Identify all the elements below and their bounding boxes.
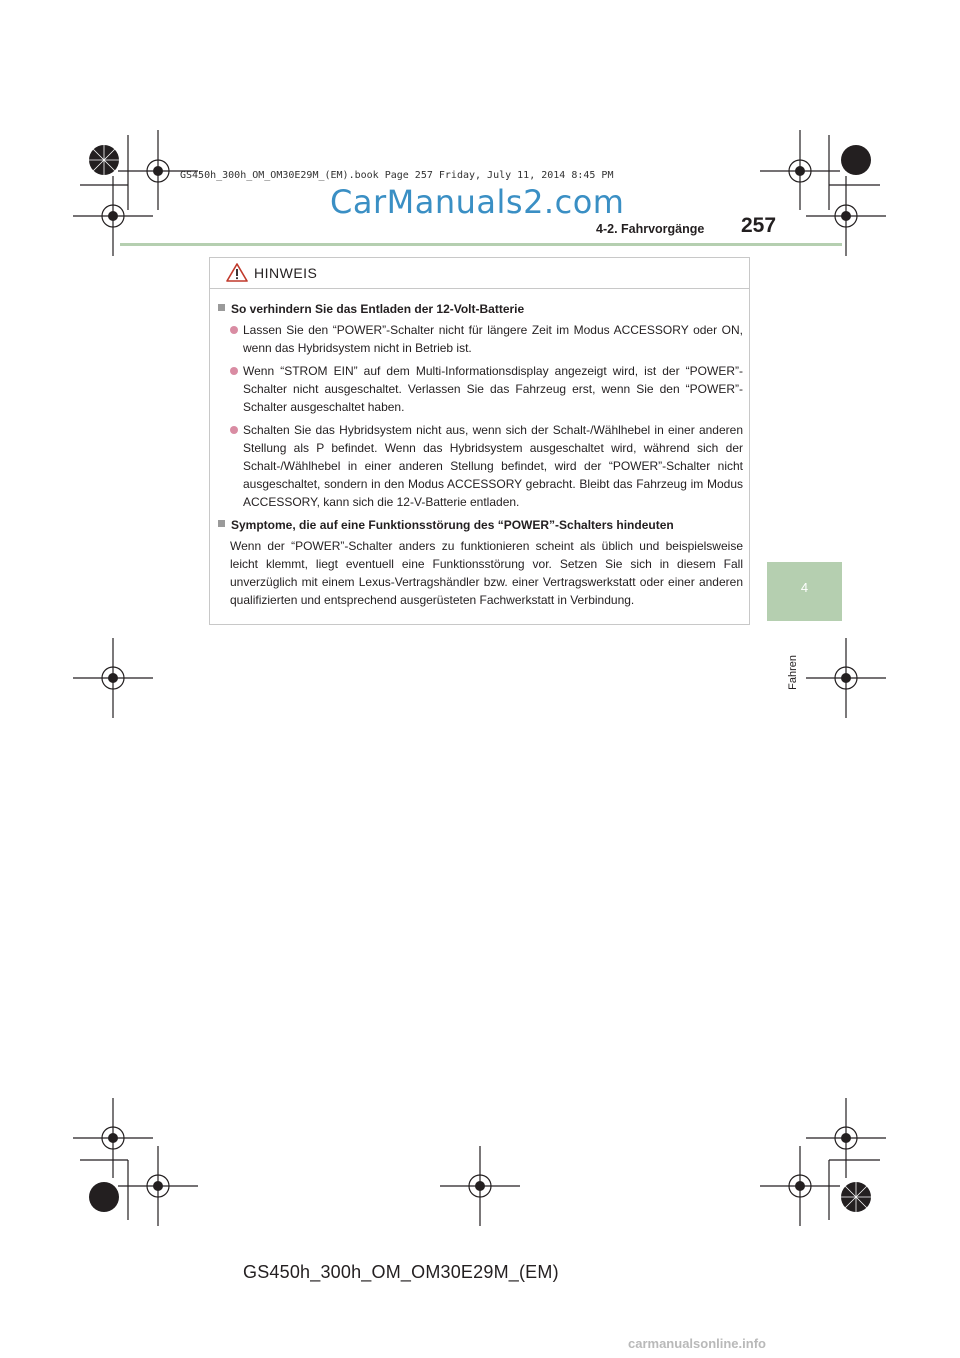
chapter-number: 4 xyxy=(800,580,809,595)
notice-title: HINWEIS xyxy=(254,265,318,281)
notice-box xyxy=(209,257,750,625)
topic-heading xyxy=(218,516,743,534)
print-header: GS450h_300h_OM_OM30E29M_(EM).book Page 257 Friday, July 11, 2014 8:45 PM xyxy=(180,170,614,181)
round-bullet-icon xyxy=(230,367,238,375)
section-title: 4-2. Fahrvorgänge xyxy=(596,222,705,236)
notice-body xyxy=(218,300,743,609)
notice-header xyxy=(210,258,749,289)
footer-site-watermark: carmanualsonline.info xyxy=(628,1336,766,1351)
topic-paragraph: Wenn der “POWER”-Schalter anders zu funktionieren scheint als üblich und beispielsweise leicht klemmt, liegt eventuell eine Funktionsstörung vor. Setzen Sie sich in diesem Fall unverzüglich mit einem Lexus-Vertragshändler bzw. einer Vertragswerkstatt oder einer anderen qualifizierten und entsprechend ausgerüsteten Fachwerkstatt in Verbindung. xyxy=(230,539,743,607)
topic-heading-text: So verhindern Sie das Entladen der 12-Volt-Batterie xyxy=(231,302,525,316)
manual-id: GS450h_300h_OM_OM30E29M_(EM) xyxy=(243,1262,559,1282)
watermark-logo: CarManuals2.com xyxy=(330,183,625,221)
round-bullet-icon xyxy=(230,426,238,434)
page-number: 257 xyxy=(741,214,777,237)
header-rule xyxy=(120,243,842,246)
list-item xyxy=(218,321,743,357)
list-item xyxy=(218,421,743,511)
list-item-text: Wenn “STROM EIN” auf dem Multi-Informationsdisplay angezeigt wird, ist der “POWER”-Schalter nicht ausgeschaltet. Verlassen Sie das Fahrzeug erst, wenn Sie den “POWER”-Schalter ausgeschaltet haben. xyxy=(243,364,743,414)
list-item-text: Lassen Sie den “POWER”-Schalter nicht für längere Zeit im Modus ACCESSORY oder ON, wenn das Hybridsystem nicht in Betrieb ist. xyxy=(243,323,743,355)
square-bullet-icon xyxy=(218,304,225,311)
chapter-label: Fahren xyxy=(787,655,799,690)
topic-heading-text: Symptome, die auf eine Funktionsstörung des “POWER”-Schalters hindeuten xyxy=(231,518,674,532)
topic-heading xyxy=(218,300,743,318)
round-bullet-icon xyxy=(230,326,238,334)
square-bullet-icon xyxy=(218,520,225,527)
warning-icon xyxy=(226,263,248,282)
list-item xyxy=(218,362,743,416)
list-item-text: Schalten Sie das Hybridsystem nicht aus, wenn sich der Schalt-/Wählhebel in einer anderen Stellung als P befindet. Wenn das Hybridsystem ausgeschaltet wird, während sich der Schalt-/Wählhebel in einer anderen Stellung befindet, wird der “POWER”-Schalter nicht ausgeschaltet, sondern in den Modus ACCESSORY gebracht. Bleibt das Fahrzeug im Modus ACCESSORY, kann sich die 12-V-Batterie entladen. xyxy=(243,423,743,509)
